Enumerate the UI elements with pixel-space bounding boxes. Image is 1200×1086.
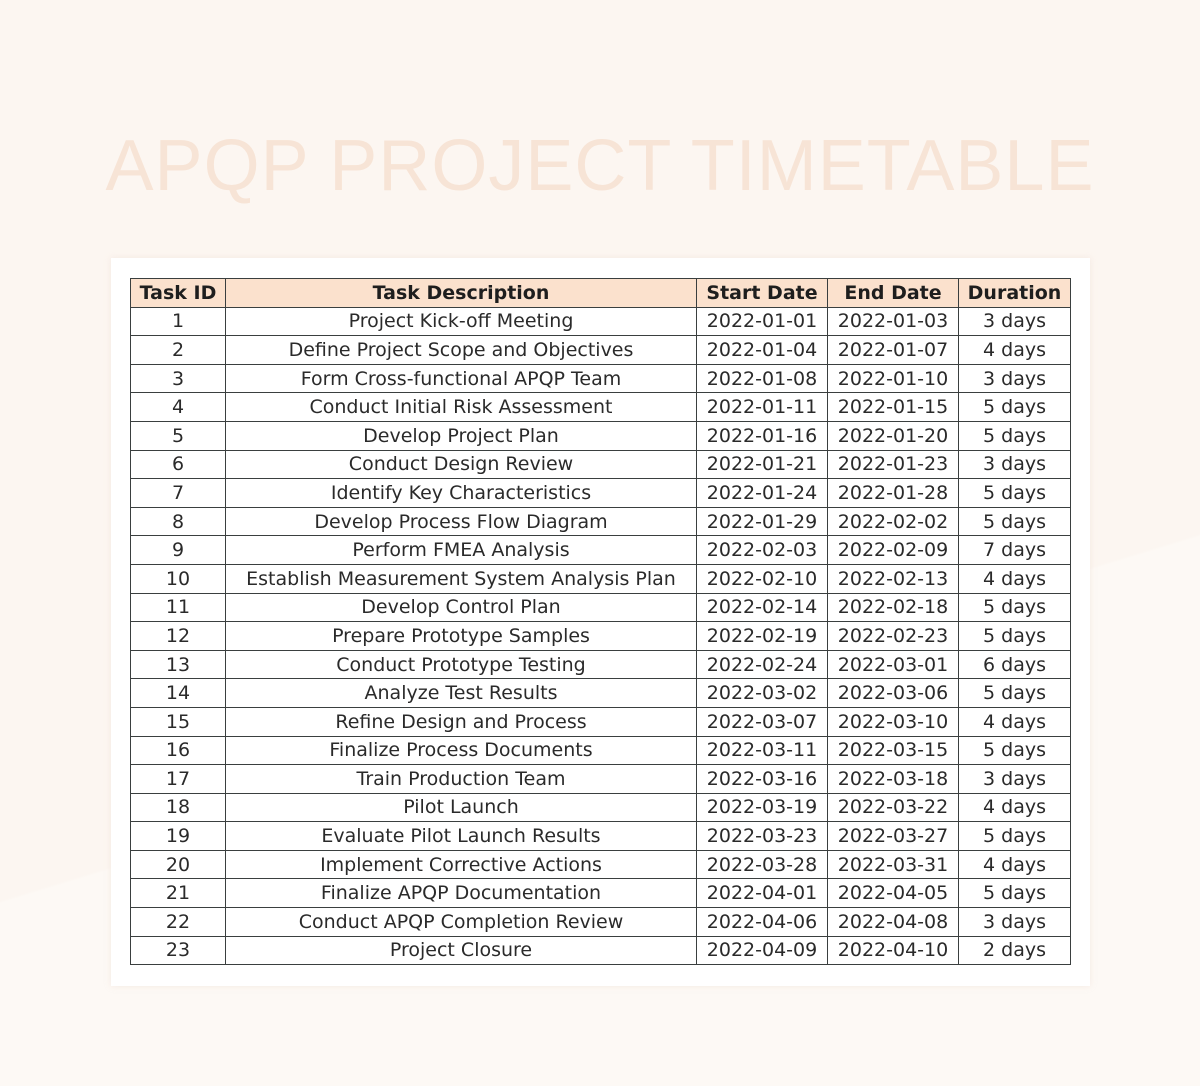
start-date-cell: 2022-03-28 bbox=[697, 850, 828, 879]
table-row bbox=[131, 736, 1071, 765]
table-row bbox=[131, 450, 1071, 479]
end-date-cell: 2022-01-28 bbox=[828, 479, 959, 508]
start-date-cell: 2022-01-29 bbox=[697, 507, 828, 536]
table-row bbox=[131, 650, 1071, 679]
duration-cell: 4 days bbox=[959, 564, 1071, 593]
start-date-cell: 2022-03-23 bbox=[697, 822, 828, 851]
duration-cell: 4 days bbox=[959, 793, 1071, 822]
end-date-cell: 2022-03-18 bbox=[828, 765, 959, 794]
timetable-table bbox=[130, 278, 1071, 965]
task-id-cell: 11 bbox=[131, 593, 226, 622]
task-description-cell: Analyze Test Results bbox=[226, 679, 697, 708]
duration-cell: 5 days bbox=[959, 393, 1071, 422]
table-row bbox=[131, 393, 1071, 422]
task-id-cell: 17 bbox=[131, 765, 226, 794]
task-description-cell: Form Cross-functional APQP Team bbox=[226, 364, 697, 393]
task-description-cell: Conduct Prototype Testing bbox=[226, 650, 697, 679]
task-id-cell: 9 bbox=[131, 536, 226, 565]
table-row bbox=[131, 507, 1071, 536]
end-date-cell: 2022-04-05 bbox=[828, 879, 959, 908]
task-id-cell: 3 bbox=[131, 364, 226, 393]
table-row bbox=[131, 622, 1071, 651]
duration-cell: 4 days bbox=[959, 336, 1071, 365]
start-date-cell: 2022-04-09 bbox=[697, 936, 828, 965]
header-duration: Duration bbox=[959, 279, 1071, 308]
start-date-cell: 2022-01-21 bbox=[697, 450, 828, 479]
end-date-cell: 2022-02-18 bbox=[828, 593, 959, 622]
table-row bbox=[131, 593, 1071, 622]
duration-cell: 3 days bbox=[959, 765, 1071, 794]
task-id-cell: 10 bbox=[131, 564, 226, 593]
end-date-cell: 2022-03-22 bbox=[828, 793, 959, 822]
table-row bbox=[131, 707, 1071, 736]
start-date-cell: 2022-03-16 bbox=[697, 765, 828, 794]
header-end-date: End Date bbox=[828, 279, 959, 308]
end-date-cell: 2022-02-09 bbox=[828, 536, 959, 565]
table-row bbox=[131, 822, 1071, 851]
duration-cell: 7 days bbox=[959, 536, 1071, 565]
task-id-cell: 1 bbox=[131, 307, 226, 336]
duration-cell: 5 days bbox=[959, 507, 1071, 536]
end-date-cell: 2022-02-23 bbox=[828, 622, 959, 651]
table-body bbox=[131, 307, 1071, 965]
start-date-cell: 2022-03-11 bbox=[697, 736, 828, 765]
task-description-cell: Identify Key Characteristics bbox=[226, 479, 697, 508]
task-description-cell: Train Production Team bbox=[226, 765, 697, 794]
header-row bbox=[131, 279, 1071, 308]
start-date-cell: 2022-03-02 bbox=[697, 679, 828, 708]
duration-cell: 5 days bbox=[959, 679, 1071, 708]
end-date-cell: 2022-03-10 bbox=[828, 707, 959, 736]
task-description-cell: Conduct Initial Risk Assessment bbox=[226, 393, 697, 422]
task-id-cell: 21 bbox=[131, 879, 226, 908]
start-date-cell: 2022-04-06 bbox=[697, 908, 828, 937]
duration-cell: 5 days bbox=[959, 879, 1071, 908]
task-description-cell: Finalize Process Documents bbox=[226, 736, 697, 765]
table-row bbox=[131, 679, 1071, 708]
duration-cell: 3 days bbox=[959, 908, 1071, 937]
task-description-cell: Establish Measurement System Analysis Plan bbox=[226, 564, 697, 593]
task-id-cell: 8 bbox=[131, 507, 226, 536]
table-row bbox=[131, 879, 1071, 908]
task-id-cell: 22 bbox=[131, 908, 226, 937]
start-date-cell: 2022-03-19 bbox=[697, 793, 828, 822]
start-date-cell: 2022-01-11 bbox=[697, 393, 828, 422]
table-row bbox=[131, 336, 1071, 365]
end-date-cell: 2022-01-23 bbox=[828, 450, 959, 479]
table-row bbox=[131, 564, 1071, 593]
table-row bbox=[131, 479, 1071, 508]
task-id-cell: 20 bbox=[131, 850, 226, 879]
table-row bbox=[131, 307, 1071, 336]
start-date-cell: 2022-01-08 bbox=[697, 364, 828, 393]
task-description-cell: Implement Corrective Actions bbox=[226, 850, 697, 879]
duration-cell: 3 days bbox=[959, 450, 1071, 479]
start-date-cell: 2022-02-03 bbox=[697, 536, 828, 565]
end-date-cell: 2022-04-08 bbox=[828, 908, 959, 937]
duration-cell: 4 days bbox=[959, 707, 1071, 736]
task-description-cell: Pilot Launch bbox=[226, 793, 697, 822]
header-start-date: Start Date bbox=[697, 279, 828, 308]
task-description-cell: Perform FMEA Analysis bbox=[226, 536, 697, 565]
end-date-cell: 2022-03-31 bbox=[828, 850, 959, 879]
end-date-cell: 2022-01-15 bbox=[828, 393, 959, 422]
task-description-cell: Refine Design and Process bbox=[226, 707, 697, 736]
table-row bbox=[131, 536, 1071, 565]
task-id-cell: 19 bbox=[131, 822, 226, 851]
duration-cell: 4 days bbox=[959, 850, 1071, 879]
end-date-cell: 2022-03-15 bbox=[828, 736, 959, 765]
task-id-cell: 16 bbox=[131, 736, 226, 765]
end-date-cell: 2022-01-10 bbox=[828, 364, 959, 393]
task-id-cell: 5 bbox=[131, 421, 226, 450]
start-date-cell: 2022-02-19 bbox=[697, 622, 828, 651]
end-date-cell: 2022-01-07 bbox=[828, 336, 959, 365]
task-id-cell: 15 bbox=[131, 707, 226, 736]
page-title: APQP PROJECT TIMETABLE bbox=[105, 126, 1095, 206]
end-date-cell: 2022-01-20 bbox=[828, 421, 959, 450]
start-date-cell: 2022-04-01 bbox=[697, 879, 828, 908]
duration-cell: 5 days bbox=[959, 622, 1071, 651]
start-date-cell: 2022-01-04 bbox=[697, 336, 828, 365]
start-date-cell: 2022-01-16 bbox=[697, 421, 828, 450]
start-date-cell: 2022-01-24 bbox=[697, 479, 828, 508]
task-description-cell: Develop Process Flow Diagram bbox=[226, 507, 697, 536]
duration-cell: 5 days bbox=[959, 736, 1071, 765]
duration-cell: 2 days bbox=[959, 936, 1071, 965]
task-description-cell: Conduct Design Review bbox=[226, 450, 697, 479]
task-id-cell: 23 bbox=[131, 936, 226, 965]
header-task-id: Task ID bbox=[131, 279, 226, 308]
task-id-cell: 6 bbox=[131, 450, 226, 479]
task-id-cell: 7 bbox=[131, 479, 226, 508]
duration-cell: 3 days bbox=[959, 307, 1071, 336]
start-date-cell: 2022-03-07 bbox=[697, 707, 828, 736]
end-date-cell: 2022-03-06 bbox=[828, 679, 959, 708]
end-date-cell: 2022-03-01 bbox=[828, 650, 959, 679]
task-description-cell: Project Closure bbox=[226, 936, 697, 965]
task-id-cell: 4 bbox=[131, 393, 226, 422]
duration-cell: 5 days bbox=[959, 479, 1071, 508]
table-row bbox=[131, 765, 1071, 794]
task-description-cell: Prepare Prototype Samples bbox=[226, 622, 697, 651]
task-description-cell: Develop Control Plan bbox=[226, 593, 697, 622]
table-row bbox=[131, 364, 1071, 393]
header-task-description: Task Description bbox=[226, 279, 697, 308]
duration-cell: 5 days bbox=[959, 421, 1071, 450]
task-description-cell: Develop Project Plan bbox=[226, 421, 697, 450]
start-date-cell: 2022-01-01 bbox=[697, 307, 828, 336]
end-date-cell: 2022-04-10 bbox=[828, 936, 959, 965]
table-row bbox=[131, 936, 1071, 965]
table-row bbox=[131, 421, 1071, 450]
task-description-cell: Project Kick-off Meeting bbox=[226, 307, 697, 336]
end-date-cell: 2022-02-02 bbox=[828, 507, 959, 536]
task-id-cell: 12 bbox=[131, 622, 226, 651]
task-id-cell: 18 bbox=[131, 793, 226, 822]
start-date-cell: 2022-02-10 bbox=[697, 564, 828, 593]
table-row bbox=[131, 850, 1071, 879]
duration-cell: 5 days bbox=[959, 822, 1071, 851]
task-description-cell: Finalize APQP Documentation bbox=[226, 879, 697, 908]
task-id-cell: 13 bbox=[131, 650, 226, 679]
start-date-cell: 2022-02-24 bbox=[697, 650, 828, 679]
task-description-cell: Conduct APQP Completion Review bbox=[226, 908, 697, 937]
table-row bbox=[131, 908, 1071, 937]
task-description-cell: Evaluate Pilot Launch Results bbox=[226, 822, 697, 851]
task-id-cell: 2 bbox=[131, 336, 226, 365]
start-date-cell: 2022-02-14 bbox=[697, 593, 828, 622]
duration-cell: 5 days bbox=[959, 593, 1071, 622]
table-row bbox=[131, 793, 1071, 822]
duration-cell: 3 days bbox=[959, 364, 1071, 393]
duration-cell: 6 days bbox=[959, 650, 1071, 679]
end-date-cell: 2022-02-13 bbox=[828, 564, 959, 593]
task-id-cell: 14 bbox=[131, 679, 226, 708]
end-date-cell: 2022-01-03 bbox=[828, 307, 959, 336]
end-date-cell: 2022-03-27 bbox=[828, 822, 959, 851]
task-description-cell: Define Project Scope and Objectives bbox=[226, 336, 697, 365]
